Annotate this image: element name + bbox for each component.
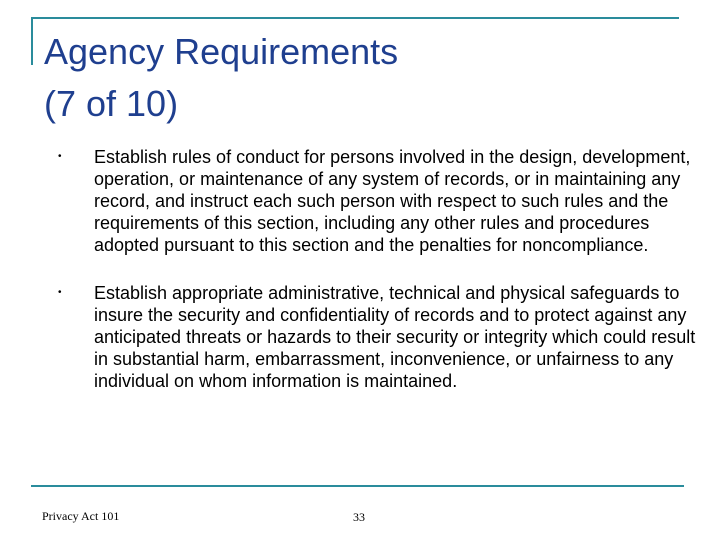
frame-top-rule [31,17,679,19]
bullet-item-1 [56,146,696,256]
bullet-item-2 [56,282,696,392]
bullet-icon: • [58,151,62,162]
footer-rule [31,485,684,487]
bullet-list [56,146,696,392]
page-number: 33 [353,510,365,524]
bullet-text-2: Establish appropriate administrative, technical and physical safeguards to insure the security and confidentiality of records and to protect against any anticipated threats or hazards to their security or integrity which could result in substantial harm, embarrassment, inconvenience, or unfairness to any individual on whom information is maintained. [94,283,696,391]
slide-title [44,26,664,130]
slide-title-line-2: (7 of 10) [44,83,179,124]
footer-label: Privacy Act 101 [42,509,120,523]
slide-title-line-1: Agency Requirements [44,31,399,72]
bullet-icon: • [58,287,62,298]
bullet-text-1: Establish rules of conduct for persons involved in the design, development, operation, or maintenance of any system of records, or in maintaining any record, and instruct each such person with respect to such rules and the requirements of this section, including any other rules and procedures adopted pursuant to this section and the penalties for noncompliance. [94,147,691,255]
frame-left-rule [31,17,33,65]
